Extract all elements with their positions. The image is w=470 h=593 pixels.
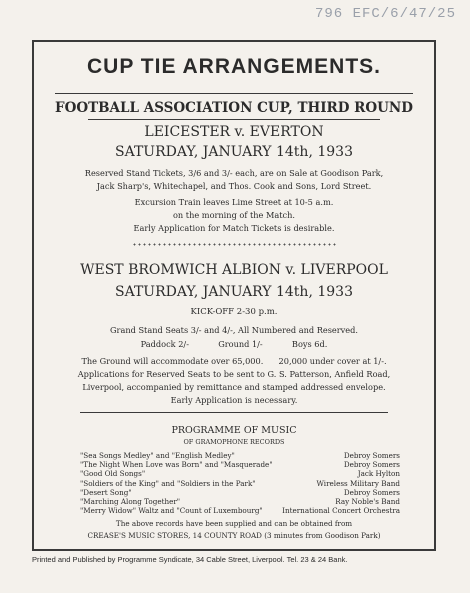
music-item-artist: Wireless Military Band (316, 478, 400, 488)
match2-apply-line1: Applications for Reserved Seats to be sent to G. S. Patterson, Anfield Road, (77, 369, 391, 379)
music-item-title: "Desert Song" (80, 487, 132, 497)
music-item-title: "Good Old Songs" (80, 469, 146, 479)
music-item-artist: Debroy Somers (343, 460, 400, 470)
match1-date: SATURDAY, JANUARY 14th, 1933 (115, 144, 353, 160)
match2-teams: WEST BROMWICH ALBION v. LIVERPOOL (80, 262, 388, 278)
match2-capacity-row (32, 356, 436, 366)
music-heading: PROGRAMME OF MUSIC (171, 425, 297, 436)
music-item-artist: Debroy Somers (343, 451, 400, 460)
section-dotted-divider (132, 243, 336, 246)
match1-tickets-line1: Reserved Stand Tickets, 3/6 and 3/- each, are on Sale at Goodison Park, (84, 168, 384, 178)
match2-seats: Grand Stand Seats 3/- and 4/-, All Numbered and Reserved. (110, 325, 358, 335)
music-top-rule (80, 412, 388, 413)
match2-date: SATURDAY, JANUARY 14th, 1933 (115, 284, 353, 300)
competition-underline (88, 119, 380, 120)
match2-capacity: The Ground will accommodate over 65,000. (81, 356, 264, 366)
music-item-title: "Sea Songs Medley" and "English Medley" (80, 451, 235, 460)
match2-ground-price: Ground 1/- (218, 339, 263, 349)
music-item-title: "Marching Along Together" (80, 497, 181, 506)
match2-advice: Early Application is necessary. (170, 395, 298, 405)
match1-teams: LEICESTER v. EVERTON (144, 124, 324, 140)
music-subheading: OF GRAMOPHONE RECORDS (183, 438, 285, 446)
match2-paddock-price: Paddock 2/- (140, 339, 189, 349)
match2-cover: 20,000 under cover at 1/-. (278, 356, 387, 366)
match2-prices-row (32, 339, 436, 349)
music-item-artist: Jack Hylton (357, 469, 400, 479)
music-item-title: "Merry Widow" Waltz and "Count of Luxembourg" (80, 506, 263, 516)
music-item-artist: Ray Noble's Band (335, 497, 400, 506)
match1-train-line2: on the morning of the Match. (172, 210, 296, 220)
printer-footer: Printed and Published by Programme Syndicate, 34 Cable Street, Liverpool. Tel. 23 & 24 Bank. (32, 555, 348, 564)
archive-reference-number: 796 EFC/6/47/25 (314, 6, 456, 22)
page-title: CUP TIE ARRANGEMENTS. (86, 55, 382, 78)
music-item-artist: International Concert Orchestra (282, 506, 400, 516)
music-supply-line1: The above records have been supplied and can be obtained from (115, 519, 353, 528)
match1-tickets-line2: Jack Sharp's, Whitechapel, and Thos. Cook and Sons, Lord Street. (96, 181, 372, 191)
competition-heading: FOOTBALL ASSOCIATION CUP, THIRD ROUND (55, 100, 413, 116)
music-item-title: "The Night When Love was Born" and "Masquerade" (80, 460, 273, 470)
match1-train-line1: Excursion Train leaves Lime Street at 10-5 a.m. (134, 197, 334, 207)
match1-advice: Early Application for Match Tickets is desirable. (133, 223, 335, 233)
match2-boys-price: Boys 6d. (291, 339, 328, 349)
match2-apply-line2: Liverpool, accompanied by remittance and stamped addressed envelope. (82, 382, 386, 392)
music-item-title: "Soldiers of the King" and "Soldiers in the Park" (80, 478, 256, 488)
music-supply-line2: CREASE'S MUSIC STORES, 14 COUNTY ROAD (3 minutes from Goodison Park) (87, 531, 381, 540)
title-rule (55, 93, 413, 94)
match2-kickoff: KICK-OFF 2-30 p.m. (190, 307, 278, 317)
music-item-artist: Debroy Somers (343, 487, 400, 497)
